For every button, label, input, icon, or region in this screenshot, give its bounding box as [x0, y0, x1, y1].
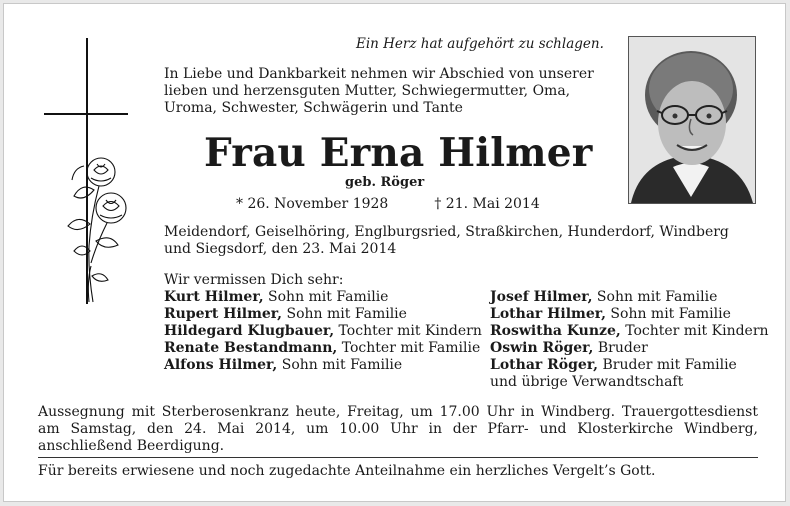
mourner-row: Oswin Röger, Bruder [490, 340, 648, 356]
mourners-heading: Wir vermissen Dich sehr: [164, 272, 344, 288]
mourners-list-right [490, 289, 769, 391]
places-and-date: Meidendorf, Geiselhöring, Englburgsried, Straßkirchen, Hunderdorf, Windberg und Siegsdorf, den 23. Mai 2014 [164, 224, 729, 257]
mourner-row: Renate Bestandmann, Tochter mit Familie [164, 340, 481, 356]
mourner-row: Alfons Hilmer, Sohn mit Familie [164, 357, 403, 373]
mourner-row: Lothar Röger, Bruder mit Familie [490, 357, 737, 373]
birth-date: * 26. November 1928 [236, 196, 389, 212]
thanks-line: Für bereits erwiesene und noch zugedachte Anteilnahme ein herzliches Vergelt’s Gott. [38, 463, 656, 479]
mourner-row: Roswitha Kunze, Tochter mit Kindern [490, 323, 769, 339]
portrait-image [629, 37, 755, 203]
obituary-notice [3, 3, 786, 502]
service-information: Aussegnung mit Sterberosenkranz heute, Freitag, um 17.00 Uhr in Windberg. Trauergottesdienst am Samstag, den 24. Mai 2014, um 10.00 Uhr in der Pfarr- und Klosterkirche Windberg, anschließend Beerdigung. [38, 404, 758, 454]
motto-line: Ein Herz hat aufgehört zu schlagen. [356, 36, 604, 52]
portrait-photo [628, 36, 756, 204]
mourner-row: Rupert Hilmer, Sohn mit Familie [164, 306, 407, 322]
birth-name: geb. Röger [345, 175, 425, 190]
mourner-row: Josef Hilmer, Sohn mit Familie [490, 289, 718, 305]
deceased-name: Frau Erna Hilmer [204, 130, 593, 176]
mourners-list-left [164, 289, 482, 374]
life-dates [236, 196, 540, 212]
death-date: † 21. Mai 2014 [434, 196, 540, 212]
intro-text: In Liebe und Dankbarkeit nehmen wir Abschied von unserer lieben und herzensguten Mutter, Schwiegermutter, Oma, Uroma, Schwester, Schwägerin und Tante [164, 66, 594, 116]
mourner-row: Lothar Hilmer, Sohn mit Familie [490, 306, 731, 322]
mourner-row: Hildegard Klugbauer, Tochter mit Kindern [164, 323, 482, 339]
mourner-row: Kurt Hilmer, Sohn mit Familie [164, 289, 389, 305]
divider [38, 457, 758, 458]
mourner-row: und übrige Verwandtschaft [490, 374, 684, 390]
cross-with-roses-icon [44, 36, 144, 306]
